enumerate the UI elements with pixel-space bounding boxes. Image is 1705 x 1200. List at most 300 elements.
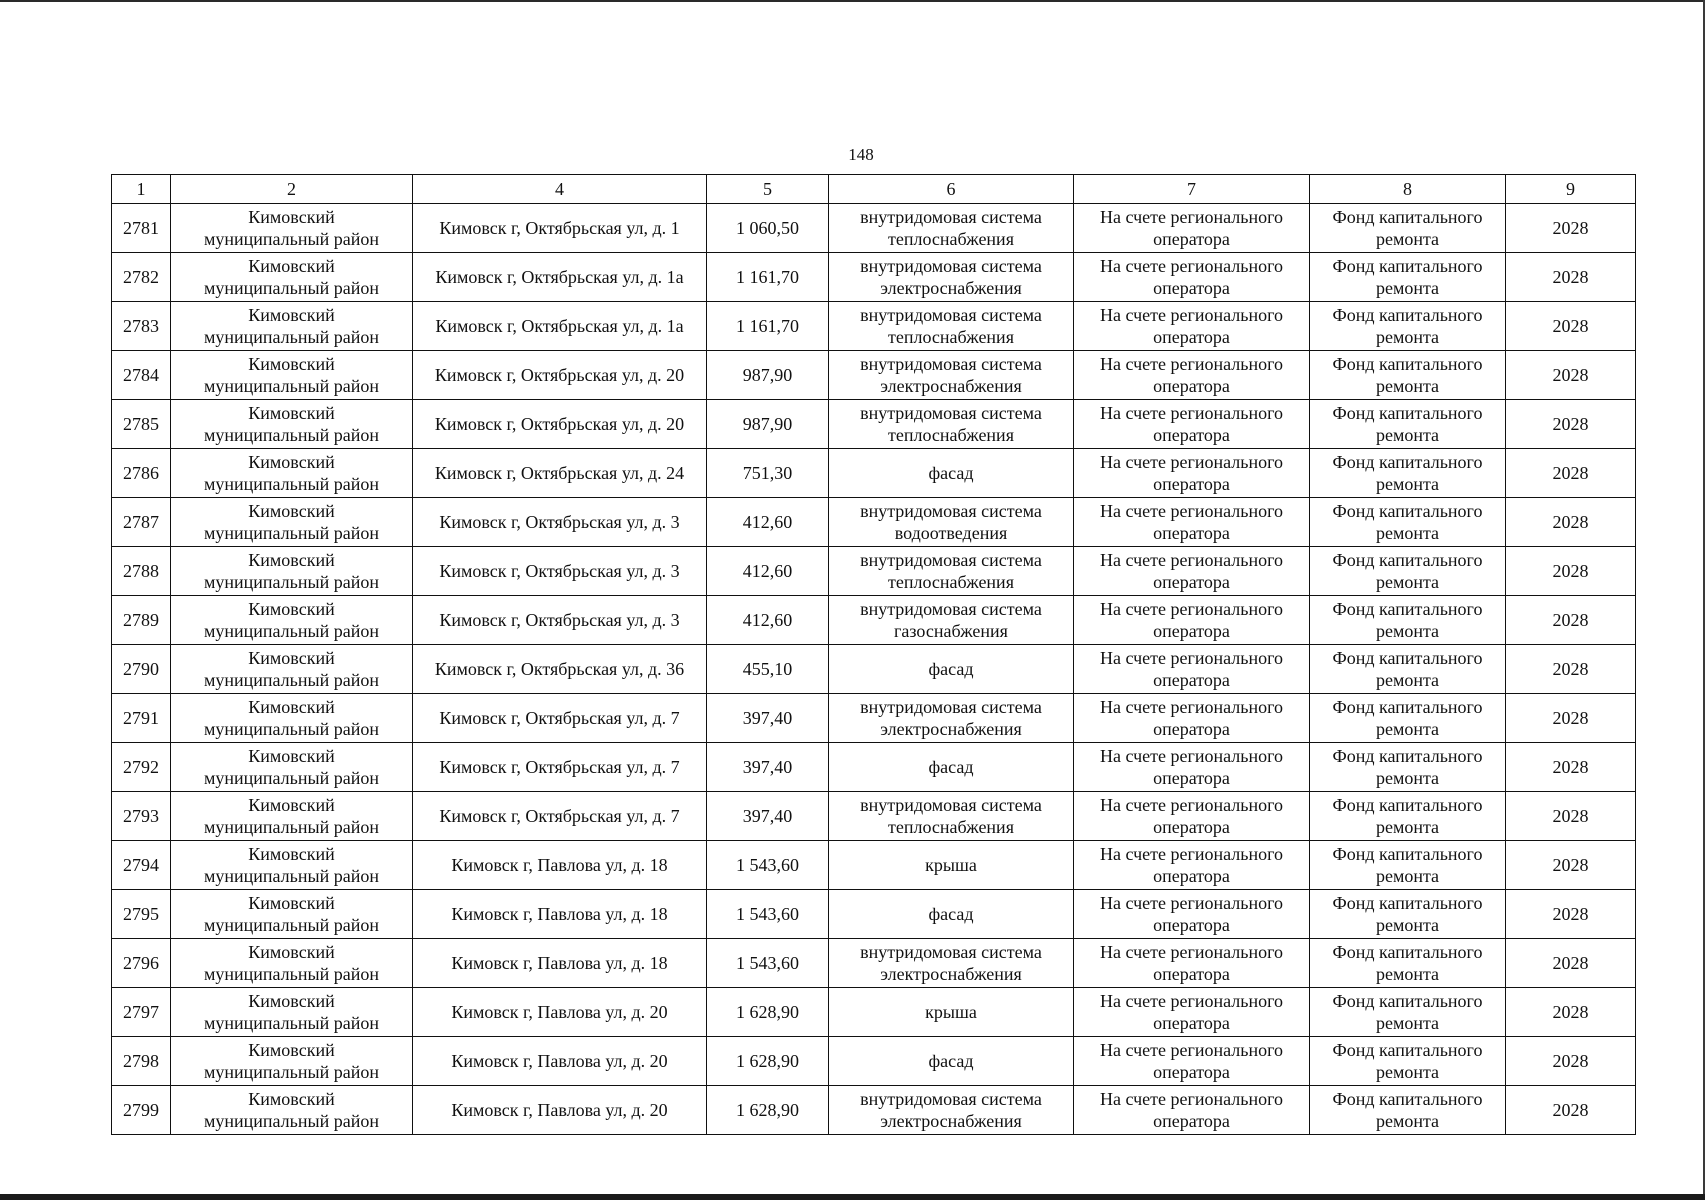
- funding-source-cell: [1310, 547, 1506, 596]
- address-cell: Кимовск г, Октябрьская ул, д. 36: [413, 645, 707, 694]
- work-type-cell-line: теплоснабжения: [888, 817, 1014, 837]
- table-row: [112, 743, 1636, 792]
- table-row: [112, 792, 1636, 841]
- column-header: 9: [1506, 175, 1636, 204]
- funding-source-cell-line: Фонд капитального: [1332, 599, 1483, 619]
- work-type-cell-line: фасад: [928, 904, 974, 924]
- district-cell: [171, 449, 413, 498]
- account-cell-line: На счете регионального: [1099, 746, 1284, 766]
- district-cell-line: Кимовский: [248, 648, 335, 668]
- district-cell: [171, 890, 413, 939]
- funding-source-cell: [1310, 204, 1506, 253]
- account-cell: [1074, 841, 1310, 890]
- table-row: [112, 988, 1636, 1037]
- column-header: 8: [1310, 175, 1506, 204]
- table-row: [112, 302, 1636, 351]
- area-cell: 751,30: [707, 449, 829, 498]
- funding-source-cell: [1310, 890, 1506, 939]
- funding-source-cell: [1310, 645, 1506, 694]
- funding-source-cell-line: Фонд капитального: [1332, 746, 1483, 766]
- district-cell-line: муниципальный район: [203, 1013, 379, 1033]
- work-type-cell: [829, 596, 1074, 645]
- funding-source-cell-line: ремонта: [1375, 425, 1440, 445]
- work-type-cell-line: теплоснабжения: [888, 425, 1014, 445]
- work-type-cell: [829, 694, 1074, 743]
- work-type-cell: [829, 547, 1074, 596]
- funding-source-cell: [1310, 939, 1506, 988]
- table-row: [112, 1086, 1636, 1135]
- year-cell: 2028: [1506, 498, 1636, 547]
- year-cell: 2028: [1506, 939, 1636, 988]
- table-row: [112, 694, 1636, 743]
- district-cell-line: муниципальный район: [203, 376, 379, 396]
- account-cell-line: оператора: [1153, 1111, 1230, 1131]
- district-cell-line: Кимовский: [248, 305, 335, 325]
- work-type-cell-line: водоотведения: [894, 523, 1008, 543]
- funding-source-cell-line: Фонд капитального: [1332, 550, 1483, 570]
- work-type-cell-line: электроснабжения: [880, 1111, 1022, 1131]
- account-cell-line: оператора: [1153, 572, 1230, 592]
- district-cell: [171, 596, 413, 645]
- year-cell: 2028: [1506, 1086, 1636, 1135]
- funding-source-cell: [1310, 253, 1506, 302]
- year-cell: 2028: [1506, 988, 1636, 1037]
- district-cell-line: муниципальный район: [203, 915, 379, 935]
- area-cell: 1 161,70: [707, 253, 829, 302]
- funding-source-cell: [1310, 1086, 1506, 1135]
- address-cell: Кимовск г, Октябрьская ул, д. 1: [413, 204, 707, 253]
- row-number-cell: 2796: [112, 939, 171, 988]
- work-type-cell-line: фасад: [928, 463, 974, 483]
- account-cell: [1074, 596, 1310, 645]
- address-cell: Кимовск г, Октябрьская ул, д. 3: [413, 547, 707, 596]
- table-row: [112, 939, 1636, 988]
- work-type-cell-line: внутридомовая система: [860, 599, 1042, 619]
- area-cell: 397,40: [707, 743, 829, 792]
- work-type-cell-line: внутридомовая система: [860, 256, 1042, 276]
- account-cell-line: оператора: [1153, 229, 1230, 249]
- account-cell-line: оператора: [1153, 768, 1230, 788]
- work-type-cell: [829, 841, 1074, 890]
- funding-source-cell-line: Фонд капитального: [1332, 305, 1483, 325]
- row-number-cell: 2794: [112, 841, 171, 890]
- work-type-cell-line: электроснабжения: [880, 719, 1022, 739]
- funding-source-cell-line: Фонд капитального: [1332, 452, 1483, 472]
- account-cell: [1074, 498, 1310, 547]
- work-type-cell-line: внутридомовая система: [860, 305, 1042, 325]
- account-cell-line: оператора: [1153, 278, 1230, 298]
- funding-source-cell-line: Фонд капитального: [1332, 991, 1483, 1011]
- row-number-cell: 2785: [112, 400, 171, 449]
- district-cell-line: Кимовский: [248, 354, 335, 374]
- year-cell: 2028: [1506, 302, 1636, 351]
- table-row: [112, 400, 1636, 449]
- work-type-cell: [829, 253, 1074, 302]
- work-type-cell-line: внутридомовая система: [860, 697, 1042, 717]
- year-cell: 2028: [1506, 351, 1636, 400]
- table-row: [112, 890, 1636, 939]
- district-cell: [171, 1037, 413, 1086]
- repair-register-table: [111, 174, 1636, 1135]
- work-type-cell: [829, 1037, 1074, 1086]
- funding-source-cell-line: Фонд капитального: [1332, 648, 1483, 668]
- district-cell-line: муниципальный район: [203, 1111, 379, 1131]
- district-cell-line: Кимовский: [248, 697, 335, 717]
- account-cell-line: оператора: [1153, 719, 1230, 739]
- funding-source-cell: [1310, 988, 1506, 1037]
- district-cell-line: муниципальный район: [203, 866, 379, 886]
- area-cell: 1 628,90: [707, 1086, 829, 1135]
- work-type-cell-line: электроснабжения: [880, 376, 1022, 396]
- account-cell-line: оператора: [1153, 866, 1230, 886]
- work-type-cell: [829, 449, 1074, 498]
- account-cell-line: оператора: [1153, 523, 1230, 543]
- account-cell: [1074, 743, 1310, 792]
- work-type-cell: [829, 988, 1074, 1037]
- year-cell: 2028: [1506, 253, 1636, 302]
- row-number-cell: 2797: [112, 988, 171, 1037]
- funding-source-cell-line: Фонд капитального: [1332, 1040, 1483, 1060]
- district-cell-line: муниципальный район: [203, 474, 379, 494]
- area-cell: 1 628,90: [707, 988, 829, 1037]
- table-row: [112, 253, 1636, 302]
- work-type-cell: [829, 890, 1074, 939]
- work-type-cell-line: теплоснабжения: [888, 572, 1014, 592]
- funding-source-cell-line: Фонд капитального: [1332, 893, 1483, 913]
- account-cell-line: оператора: [1153, 621, 1230, 641]
- account-cell: [1074, 547, 1310, 596]
- funding-source-cell-line: Фонд капитального: [1332, 1089, 1483, 1109]
- account-cell: [1074, 302, 1310, 351]
- row-number-cell: 2791: [112, 694, 171, 743]
- district-cell: [171, 939, 413, 988]
- address-cell: Кимовск г, Павлова ул, д. 18: [413, 939, 707, 988]
- district-cell-line: Кимовский: [248, 599, 335, 619]
- table-row: [112, 498, 1636, 547]
- work-type-cell-line: внутридомовая система: [860, 501, 1042, 521]
- funding-source-cell: [1310, 694, 1506, 743]
- account-cell: [1074, 792, 1310, 841]
- column-number-row: [112, 175, 1636, 204]
- area-cell: 412,60: [707, 547, 829, 596]
- account-cell-line: оператора: [1153, 1013, 1230, 1033]
- funding-source-cell-line: ремонта: [1375, 278, 1440, 298]
- funding-source-cell-line: ремонта: [1375, 229, 1440, 249]
- account-cell: [1074, 400, 1310, 449]
- district-cell-line: муниципальный район: [203, 229, 379, 249]
- work-type-cell-line: фасад: [928, 659, 974, 679]
- district-cell-line: муниципальный район: [203, 621, 379, 641]
- work-type-cell-line: внутридомовая система: [860, 942, 1042, 962]
- district-cell-line: Кимовский: [248, 746, 335, 766]
- work-type-cell-line: электроснабжения: [880, 278, 1022, 298]
- account-cell: [1074, 939, 1310, 988]
- district-cell: [171, 988, 413, 1037]
- funding-source-cell-line: Фонд капитального: [1332, 795, 1483, 815]
- district-cell-line: Кимовский: [248, 550, 335, 570]
- area-cell: 1 628,90: [707, 1037, 829, 1086]
- district-cell-line: Кимовский: [248, 452, 335, 472]
- district-cell-line: муниципальный район: [203, 523, 379, 543]
- district-cell-line: муниципальный район: [203, 572, 379, 592]
- account-cell-line: На счете регионального: [1099, 942, 1284, 962]
- district-cell: [171, 694, 413, 743]
- funding-source-cell-line: ремонта: [1375, 719, 1440, 739]
- table-row: [112, 351, 1636, 400]
- account-cell-line: На счете регионального: [1099, 403, 1284, 423]
- scan-edge-bottom: [0, 1194, 1705, 1200]
- address-cell: Кимовск г, Октябрьская ул, д. 7: [413, 694, 707, 743]
- work-type-cell-line: внутридомовая система: [860, 550, 1042, 570]
- account-cell-line: На счете регионального: [1099, 256, 1284, 276]
- work-type-cell-line: фасад: [928, 757, 974, 777]
- district-cell-line: Кимовский: [248, 844, 335, 864]
- area-cell: 412,60: [707, 498, 829, 547]
- district-cell: [171, 498, 413, 547]
- district-cell: [171, 302, 413, 351]
- funding-source-cell-line: Фонд капитального: [1332, 844, 1483, 864]
- funding-source-cell: [1310, 841, 1506, 890]
- work-type-cell: [829, 645, 1074, 694]
- funding-source-cell-line: Фонд капитального: [1332, 697, 1483, 717]
- district-cell: [171, 1086, 413, 1135]
- district-cell-line: Кимовский: [248, 1040, 335, 1060]
- table-row: [112, 1037, 1636, 1086]
- district-cell-line: муниципальный район: [203, 1062, 379, 1082]
- column-header: 2: [171, 175, 413, 204]
- account-cell: [1074, 253, 1310, 302]
- district-cell: [171, 547, 413, 596]
- address-cell: Кимовск г, Павлова ул, д. 20: [413, 1037, 707, 1086]
- row-number-cell: 2789: [112, 596, 171, 645]
- district-cell: [171, 743, 413, 792]
- work-type-cell: [829, 792, 1074, 841]
- district-cell-line: муниципальный район: [203, 817, 379, 837]
- area-cell: 1 543,60: [707, 939, 829, 988]
- register-body: [112, 204, 1636, 1135]
- account-cell-line: оператора: [1153, 915, 1230, 935]
- column-header: 4: [413, 175, 707, 204]
- year-cell: 2028: [1506, 204, 1636, 253]
- account-cell: [1074, 1037, 1310, 1086]
- table-row: [112, 596, 1636, 645]
- account-cell-line: оператора: [1153, 376, 1230, 396]
- area-cell: 1 060,50: [707, 204, 829, 253]
- funding-source-cell-line: ремонта: [1375, 327, 1440, 347]
- work-type-cell: [829, 1086, 1074, 1135]
- row-number-cell: 2781: [112, 204, 171, 253]
- funding-source-cell-line: Фонд капитального: [1332, 942, 1483, 962]
- funding-source-cell-line: Фонд капитального: [1332, 403, 1483, 423]
- address-cell: Кимовск г, Октябрьская ул, д. 7: [413, 792, 707, 841]
- work-type-cell: [829, 204, 1074, 253]
- scan-edge-top: [0, 0, 1705, 2]
- address-cell: Кимовск г, Октябрьская ул, д. 3: [413, 596, 707, 645]
- work-type-cell-line: внутридомовая система: [860, 207, 1042, 227]
- district-cell: [171, 645, 413, 694]
- account-cell-line: На счете регионального: [1099, 1040, 1284, 1060]
- address-cell: Кимовск г, Октябрьская ул, д. 1а: [413, 253, 707, 302]
- district-cell-line: Кимовский: [248, 501, 335, 521]
- account-cell-line: оператора: [1153, 964, 1230, 984]
- account-cell: [1074, 449, 1310, 498]
- funding-source-cell: [1310, 400, 1506, 449]
- account-cell: [1074, 1086, 1310, 1135]
- area-cell: 455,10: [707, 645, 829, 694]
- year-cell: 2028: [1506, 1037, 1636, 1086]
- year-cell: 2028: [1506, 841, 1636, 890]
- row-number-cell: 2799: [112, 1086, 171, 1135]
- district-cell-line: муниципальный район: [203, 768, 379, 788]
- row-number-cell: 2784: [112, 351, 171, 400]
- row-number-cell: 2798: [112, 1037, 171, 1086]
- district-cell-line: муниципальный район: [203, 719, 379, 739]
- district-cell-line: Кимовский: [248, 942, 335, 962]
- row-number-cell: 2788: [112, 547, 171, 596]
- account-cell-line: На счете регионального: [1099, 893, 1284, 913]
- funding-source-cell-line: Фонд капитального: [1332, 256, 1483, 276]
- funding-source-cell-line: ремонта: [1375, 1013, 1440, 1033]
- work-type-cell-line: фасад: [928, 1051, 974, 1071]
- account-cell: [1074, 890, 1310, 939]
- work-type-cell-line: теплоснабжения: [888, 327, 1014, 347]
- work-type-cell-line: газоснабжения: [894, 621, 1008, 641]
- district-cell: [171, 400, 413, 449]
- row-number-cell: 2792: [112, 743, 171, 792]
- work-type-cell: [829, 743, 1074, 792]
- district-cell-line: Кимовский: [248, 893, 335, 913]
- district-cell-line: Кимовский: [248, 1089, 335, 1109]
- area-cell: 1 543,60: [707, 841, 829, 890]
- district-cell: [171, 204, 413, 253]
- district-cell-line: муниципальный район: [203, 425, 379, 445]
- account-cell: [1074, 351, 1310, 400]
- year-cell: 2028: [1506, 694, 1636, 743]
- funding-source-cell-line: Фонд капитального: [1332, 207, 1483, 227]
- account-cell: [1074, 988, 1310, 1037]
- funding-source-cell: [1310, 792, 1506, 841]
- funding-source-cell-line: ремонта: [1375, 376, 1440, 396]
- funding-source-cell: [1310, 498, 1506, 547]
- account-cell-line: оператора: [1153, 1062, 1230, 1082]
- year-cell: 2028: [1506, 596, 1636, 645]
- year-cell: 2028: [1506, 449, 1636, 498]
- row-number-cell: 2782: [112, 253, 171, 302]
- funding-source-cell-line: ремонта: [1375, 915, 1440, 935]
- funding-source-cell: [1310, 351, 1506, 400]
- account-cell-line: На счете регионального: [1099, 305, 1284, 325]
- column-header: 6: [829, 175, 1074, 204]
- area-cell: 1 161,70: [707, 302, 829, 351]
- district-cell: [171, 792, 413, 841]
- column-header: 7: [1074, 175, 1310, 204]
- account-cell-line: На счете регионального: [1099, 354, 1284, 374]
- table-row: [112, 547, 1636, 596]
- address-cell: Кимовск г, Павлова ул, д. 18: [413, 841, 707, 890]
- funding-source-cell-line: ремонта: [1375, 1062, 1440, 1082]
- district-cell-line: Кимовский: [248, 991, 335, 1011]
- area-cell: 412,60: [707, 596, 829, 645]
- account-cell: [1074, 645, 1310, 694]
- work-type-cell: [829, 351, 1074, 400]
- funding-source-cell: [1310, 743, 1506, 792]
- funding-source-cell-line: Фонд капитального: [1332, 501, 1483, 521]
- account-cell-line: оператора: [1153, 817, 1230, 837]
- work-type-cell: [829, 498, 1074, 547]
- work-type-cell-line: крыша: [925, 855, 977, 875]
- account-cell: [1074, 204, 1310, 253]
- address-cell: Кимовск г, Октябрьская ул, д. 1а: [413, 302, 707, 351]
- account-cell-line: На счете регионального: [1099, 550, 1284, 570]
- area-cell: 397,40: [707, 694, 829, 743]
- account-cell-line: На счете регионального: [1099, 599, 1284, 619]
- funding-source-cell-line: ремонта: [1375, 964, 1440, 984]
- account-cell-line: На счете регионального: [1099, 648, 1284, 668]
- district-cell-line: Кимовский: [248, 207, 335, 227]
- account-cell-line: На счете регионального: [1099, 501, 1284, 521]
- year-cell: 2028: [1506, 743, 1636, 792]
- table-row: [112, 645, 1636, 694]
- row-number-cell: 2783: [112, 302, 171, 351]
- work-type-cell-line: внутридомовая система: [860, 354, 1042, 374]
- year-cell: 2028: [1506, 400, 1636, 449]
- area-cell: 397,40: [707, 792, 829, 841]
- funding-source-cell-line: ремонта: [1375, 572, 1440, 592]
- work-type-cell-line: внутридомовая система: [860, 795, 1042, 815]
- row-number-cell: 2787: [112, 498, 171, 547]
- work-type-cell-line: внутридомовая система: [860, 1089, 1042, 1109]
- address-cell: Кимовск г, Павлова ул, д. 18: [413, 890, 707, 939]
- address-cell: Кимовск г, Октябрьская ул, д. 3: [413, 498, 707, 547]
- district-cell-line: муниципальный район: [203, 670, 379, 690]
- funding-source-cell-line: ремонта: [1375, 817, 1440, 837]
- funding-source-cell-line: ремонта: [1375, 474, 1440, 494]
- area-cell: 1 543,60: [707, 890, 829, 939]
- district-cell-line: муниципальный район: [203, 278, 379, 298]
- year-cell: 2028: [1506, 792, 1636, 841]
- account-cell-line: оператора: [1153, 474, 1230, 494]
- funding-source-cell: [1310, 596, 1506, 645]
- funding-source-cell-line: ремонта: [1375, 1111, 1440, 1131]
- account-cell-line: На счете регионального: [1099, 991, 1284, 1011]
- work-type-cell-line: внутридомовая система: [860, 403, 1042, 423]
- row-number-cell: 2793: [112, 792, 171, 841]
- district-cell: [171, 351, 413, 400]
- account-cell-line: На счете регионального: [1099, 207, 1284, 227]
- address-cell: Кимовск г, Октябрьская ул, д. 24: [413, 449, 707, 498]
- row-number-cell: 2786: [112, 449, 171, 498]
- address-cell: Кимовск г, Павлова ул, д. 20: [413, 988, 707, 1037]
- year-cell: 2028: [1506, 547, 1636, 596]
- funding-source-cell: [1310, 449, 1506, 498]
- account-cell-line: оператора: [1153, 670, 1230, 690]
- account-cell-line: оператора: [1153, 327, 1230, 347]
- funding-source-cell-line: ремонта: [1375, 670, 1440, 690]
- work-type-cell-line: крыша: [925, 1002, 977, 1022]
- address-cell: Кимовск г, Октябрьская ул, д. 20: [413, 400, 707, 449]
- page-number: 148: [848, 145, 874, 164]
- year-cell: 2028: [1506, 645, 1636, 694]
- address-cell: Кимовск г, Октябрьская ул, д. 7: [413, 743, 707, 792]
- account-cell-line: На счете регионального: [1099, 844, 1284, 864]
- table-row: [112, 204, 1636, 253]
- district-cell-line: Кимовский: [248, 256, 335, 276]
- funding-source-cell-line: ремонта: [1375, 523, 1440, 543]
- account-cell-line: оператора: [1153, 425, 1230, 445]
- table-row: [112, 841, 1636, 890]
- account-cell-line: На счете регионального: [1099, 795, 1284, 815]
- year-cell: 2028: [1506, 890, 1636, 939]
